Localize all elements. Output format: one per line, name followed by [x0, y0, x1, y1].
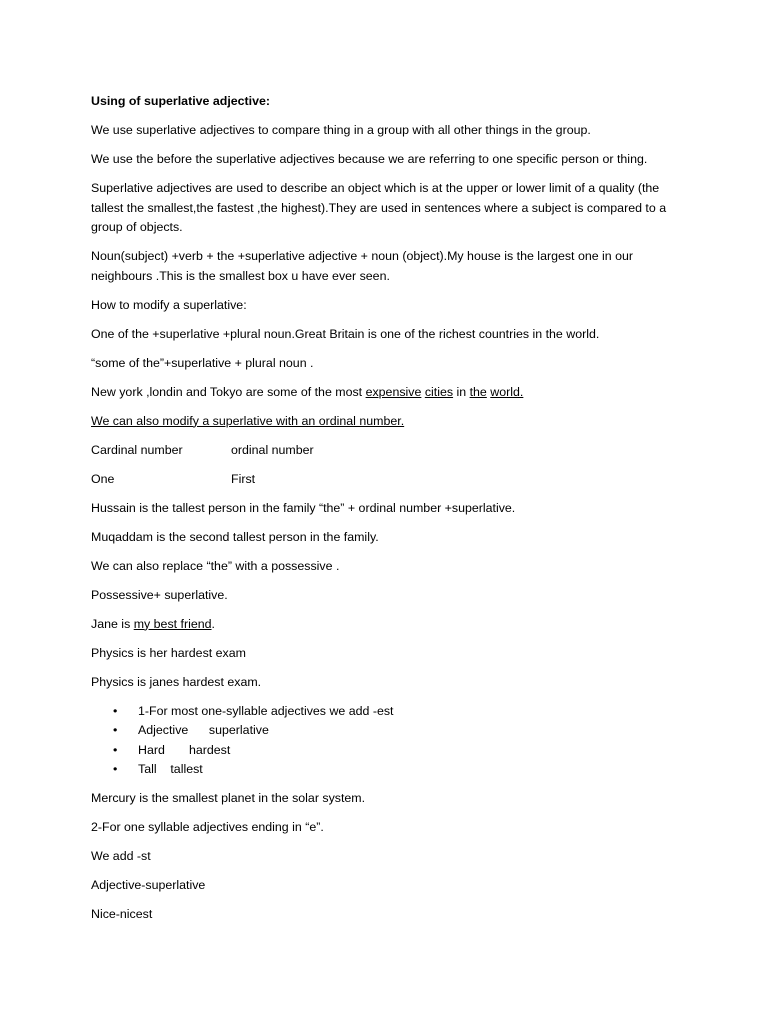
- paragraph-ordinal-note: We can also modify a superlative with an ordinal number.: [91, 413, 405, 428]
- paragraph-add-st: We add -st: [91, 849, 151, 863]
- cell-cardinal: One: [91, 471, 115, 486]
- paragraph-compare: We use superlative adjectives to compare thing in a group with all other things in the group.: [91, 123, 591, 137]
- underlined-word-cities: cities: [424, 384, 454, 399]
- paragraph-use-the: We use the before the superlative adjectives because we are referring to one specific person or thing.: [91, 152, 648, 166]
- list-item: • Hard hardest: [138, 741, 691, 761]
- paragraph-physics-janes: Physics is janes hardest exam.: [91, 674, 262, 689]
- underlined-word-expensive: expensive: [365, 384, 422, 399]
- paragraph-adjective-superlative: Adjective-superlative: [91, 878, 206, 892]
- document-body: [91, 92, 691, 934]
- list-item: • Adjective superlative: [138, 721, 691, 741]
- underlined-word-world: world.: [490, 384, 524, 399]
- cell-ordinal: First: [231, 471, 256, 486]
- paragraph-rule-e: 2-For one syllable adjectives ending in “e”.: [91, 820, 324, 834]
- paragraph-structure: Noun(subject) +verb + the +superlative adjective + noun (object).My house is the largest one in our neighbours .This is the smallest box u have ever seen.: [91, 249, 634, 283]
- jane-period: .: [211, 616, 215, 631]
- list-item: • 1-For most one-syllable adjectives we add -est: [138, 702, 691, 722]
- example-text: New york ,londin and Tokyo are some of the most: [91, 384, 366, 399]
- paragraph-example-cities: [91, 383, 691, 403]
- jane-text: Jane is: [91, 616, 134, 631]
- underlined-phrase-best-friend: my best friend: [133, 616, 212, 631]
- paragraph-some-of-the: “some of the”+superlative + plural noun .: [91, 355, 314, 370]
- paragraph-definition: Superlative adjectives are used to describe an object which is at the upper or lower limit of a quality (the tallest the smallest,the fastest ,the highest).They are used in sentences where a subject is compared to a group of objects.: [91, 181, 667, 234]
- table-row: [91, 470, 691, 490]
- section-heading-modify: How to modify a superlative:: [91, 297, 247, 312]
- paragraph-possessive-rule: Possessive+ superlative.: [91, 587, 228, 602]
- column-header-ordinal: ordinal number: [231, 442, 314, 457]
- document-heading: Using of superlative adjective:: [91, 94, 271, 108]
- spacer-text: in: [453, 384, 470, 399]
- paragraph-possessive-note: We can also replace “the” with a possessive .: [91, 558, 340, 573]
- paragraph-one-of-the: One of the +superlative +plural noun.Great Britain is one of the richest countries in the world.: [91, 326, 600, 341]
- table-header-row: [91, 441, 691, 461]
- paragraph-hussain: Hussain is the tallest person in the family “the” + ordinal number +superlative.: [91, 500, 516, 515]
- paragraph-mercury: Mercury is the smallest planet in the solar system.: [91, 791, 366, 805]
- paragraph-physics-her: Physics is her hardest exam: [91, 645, 246, 660]
- list-item: • Tall tallest: [138, 760, 691, 780]
- underlined-word-the: the: [469, 384, 487, 399]
- column-header-cardinal: Cardinal number: [91, 442, 183, 457]
- paragraph-muqaddam: Muqaddam is the second tallest person in the family.: [91, 529, 379, 544]
- bullet-list: [91, 702, 691, 780]
- paragraph-jane: [91, 615, 691, 635]
- paragraph-nice-nicest: Nice-nicest: [91, 907, 153, 921]
